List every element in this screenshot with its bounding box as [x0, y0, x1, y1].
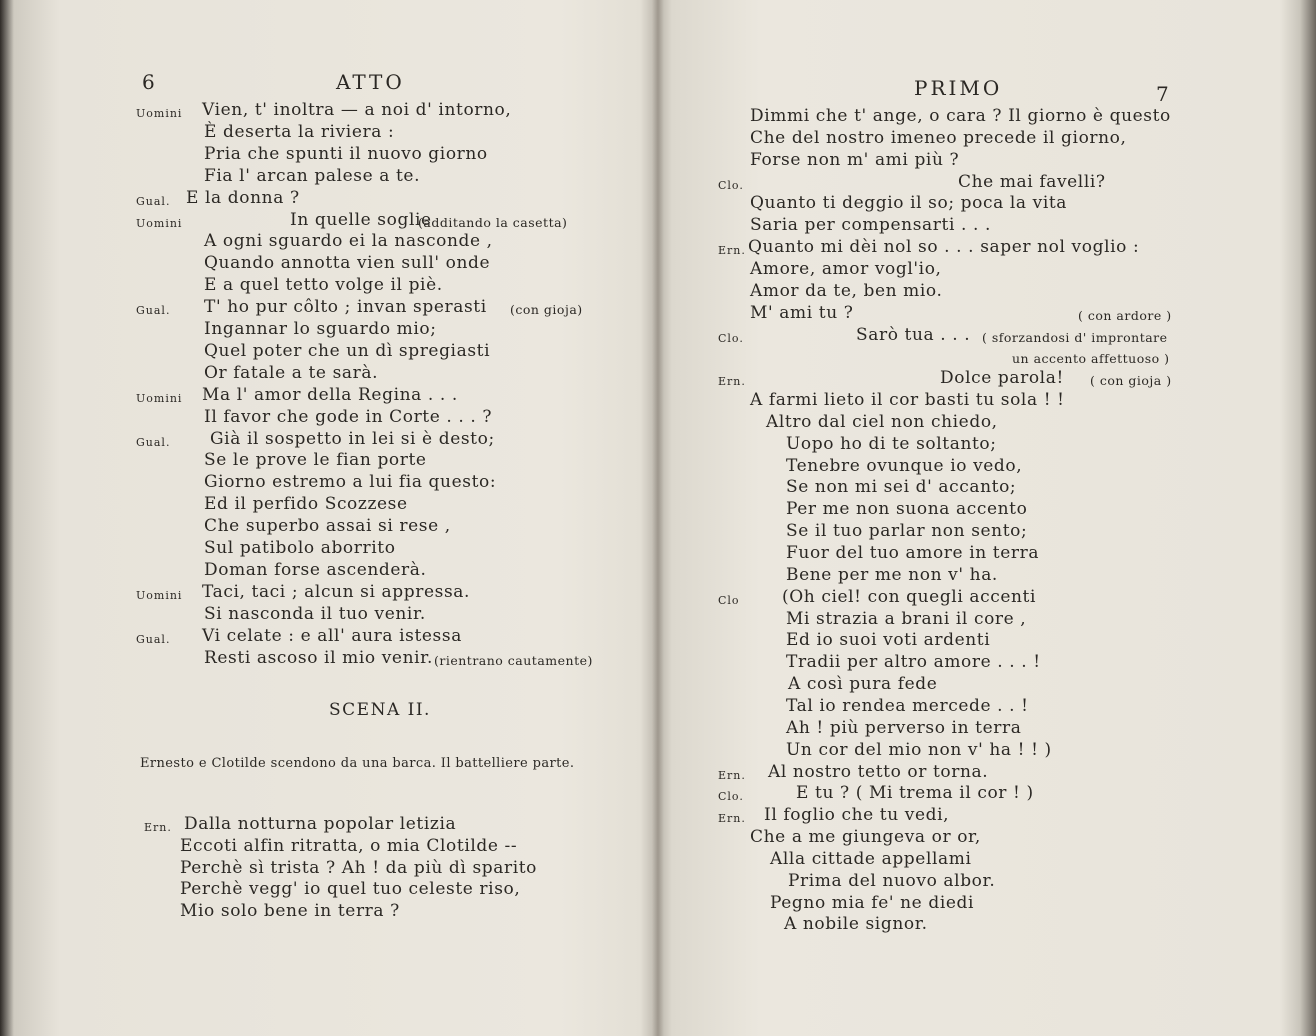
verse-line: Resti ascoso il mio venir.	[204, 647, 434, 668]
stage-direction: Ernesto e Clotilde scendono da una barca. Il battelliere parte.	[140, 756, 575, 771]
verse-line: Dalla notturna popolar letizia	[184, 814, 457, 834]
running-header: ATTO	[336, 70, 405, 94]
left-page	[14, 0, 654, 1036]
stage-note: (additando la casetta)	[418, 214, 568, 230]
verse-line: Amore, amor vogl'io,	[750, 258, 942, 279]
verse-line: E la donna ?	[186, 187, 300, 208]
speaker-name: Ern.	[718, 768, 746, 782]
verse-line: A nobile signor.	[784, 914, 928, 935]
verse-line: Per me non suona accento	[786, 499, 1028, 520]
verse-line: In quelle soglie	[290, 209, 432, 230]
verse-line: Tradii per altro amore . . . !	[786, 652, 1041, 673]
verse-line: A ogni sguardo ei la nasconde ,	[204, 231, 493, 252]
verse-line: Ed il perfido Scozzese	[204, 494, 408, 515]
verse-line: Prima del nuovo albor.	[788, 870, 996, 891]
speaker-name: Ern.	[718, 244, 746, 258]
speaker-name: Clo	[718, 593, 740, 607]
speaker-name: Uomini	[136, 216, 183, 230]
verse-line: Eccoti alfin ritratta, o mia Clotilde --	[180, 835, 518, 856]
verse-line: Vien, t' inoltra — a noi d' intorno,	[202, 100, 512, 120]
page-number: 6	[142, 70, 155, 94]
verse-line: Tal io rendea mercede . . !	[786, 695, 1029, 716]
speaker-name: Gual.	[136, 632, 171, 646]
running-header: PRIMO	[914, 76, 1003, 100]
verse-line: Forse non m' ami più ?	[750, 149, 960, 170]
verse-line: Fuor del tuo amore in terra	[786, 543, 1040, 563]
verse-line: Quando annotta vien sull' onde	[204, 253, 491, 274]
verse-line: Che superbo assai si rese ,	[204, 516, 451, 537]
verse-line: Doman forse ascenderà.	[204, 559, 427, 580]
verse-line: Uopo ho di te soltanto;	[786, 433, 997, 454]
verse-line: Bene per me non v' ha.	[786, 564, 998, 585]
verse-line: Se le prove le fian porte	[204, 450, 427, 471]
verse-line: Fia l' arcan palese a te.	[204, 165, 421, 186]
verse-line: Che mai favelli?	[958, 171, 1106, 192]
stage-note: un accento affettuoso )	[1012, 351, 1170, 367]
verse-line: Che a me giungeva or or,	[750, 827, 981, 848]
speaker-name: Gual.	[136, 194, 171, 208]
verse-line: È deserta la riviera :	[204, 121, 395, 142]
verse-line: Dimmi che t' ange, o cara ? Il giorno è questo	[750, 106, 1171, 126]
speaker-name: Ern.	[718, 375, 746, 389]
verse-line: (Oh ciel! con quegli accenti	[782, 586, 1037, 607]
verse-line: Mio solo bene in terra ?	[180, 901, 400, 922]
verse-line: Il foglio che tu vedi,	[764, 805, 950, 826]
verse-line: Quanto mi dèi nol so . . . saper nol voglio :	[748, 237, 1140, 258]
page-number: 7	[1156, 82, 1169, 106]
verse-line: Ma l' amor della Regina . . .	[202, 384, 458, 405]
verse-line: Mi strazia a brani il core ,	[786, 608, 1027, 629]
speaker-name: Uomini	[136, 107, 183, 120]
verse-line: Taci, taci ; alcun si appressa.	[202, 581, 471, 602]
stage-note: ( sforzandosi d' improntare	[982, 329, 1168, 345]
verse-line: Al nostro tetto or torna.	[768, 761, 989, 782]
verse-line: E a quel tetto volge il piè.	[204, 275, 443, 296]
verse-line: Già il sospetto in lei si è desto;	[210, 428, 495, 449]
verse-line: A così pura fede	[788, 674, 938, 695]
stage-note: ( con ardore )	[1078, 307, 1172, 323]
speaker-name: Clo.	[718, 790, 744, 804]
verse-line: Perchè sì trista ? Ah ! da più dì sparito	[180, 857, 538, 878]
speaker-name: Clo.	[718, 331, 744, 345]
verse-line: Dolce parola!	[940, 368, 1064, 389]
verse-line: Tenebre ovunque io vedo,	[786, 455, 1023, 476]
speaker-name: Gual.	[136, 435, 171, 449]
stage-note: (rientrano cautamente)	[434, 652, 593, 668]
verse-line: Perchè vegg' io quel tuo celeste riso,	[180, 879, 521, 900]
verse-line: Sarò tua . . .	[856, 324, 971, 345]
verse-line: Si nasconda il tuo venir.	[204, 603, 426, 624]
verse-line: Ed io suoi voti ardenti	[786, 630, 991, 651]
speaker-name: Gual.	[136, 304, 171, 318]
verse-line: Pria che spunti il nuovo giorno	[204, 143, 488, 164]
verse-line: Ingannar lo sguardo mio;	[204, 319, 437, 339]
stage-note: (con gioja)	[510, 302, 583, 318]
verse-line: Che del nostro imeneo precede il giorno,	[750, 127, 1127, 148]
verse-line: Quanto ti deggio il so; poca la vita	[750, 193, 1068, 214]
verse-line: Se il tuo parlar non sento;	[786, 521, 1028, 542]
verse-line: T' ho pur côlto ; invan sperasti	[204, 297, 487, 318]
stage-note: ( con gioja )	[1090, 373, 1172, 389]
verse-line: Quel poter che un dì spregiasti	[204, 340, 491, 361]
speaker-name: Clo.	[718, 178, 744, 192]
verse-line: Saria per compensarti . . .	[750, 215, 992, 236]
verse-line: Vi celate : e all' aura istessa	[202, 625, 462, 646]
verse-line: Or fatale a te sarà.	[204, 362, 379, 383]
right-page	[664, 0, 1304, 1036]
verse-line: Un cor del mio non v' ha ! ! )	[786, 739, 1052, 760]
verse-line: Alla cittade appellami	[770, 848, 972, 869]
verse-line: A farmi lieto il cor basti tu sola ! !	[750, 390, 1065, 411]
speaker-name: Uomini	[136, 588, 183, 602]
verse-line: M' ami tu ?	[750, 302, 854, 323]
verse-line: Il favor che gode in Corte . . . ?	[204, 406, 493, 427]
verse-line: Amor da te, ben mio.	[750, 280, 943, 301]
scene-title: SCENA II.	[329, 700, 431, 720]
verse-line: E tu ? ( Mi trema il cor ! )	[796, 783, 1034, 804]
speaker-name: Ern.	[144, 821, 172, 834]
verse-line: Pegno mia fe' ne diedi	[770, 892, 975, 913]
speaker-name: Ern.	[718, 812, 746, 826]
verse-line: Se non mi sei d' accanto;	[786, 477, 1017, 498]
verse-line: Giorno estremo a lui fia questo:	[204, 472, 497, 493]
verse-line: Altro dal ciel non chiedo,	[766, 411, 998, 432]
verse-line: Ah ! più perverso in terra	[786, 717, 1022, 738]
speaker-name: Uomini	[136, 391, 183, 405]
verse-line: Sul patibolo aborrito	[204, 538, 396, 558]
